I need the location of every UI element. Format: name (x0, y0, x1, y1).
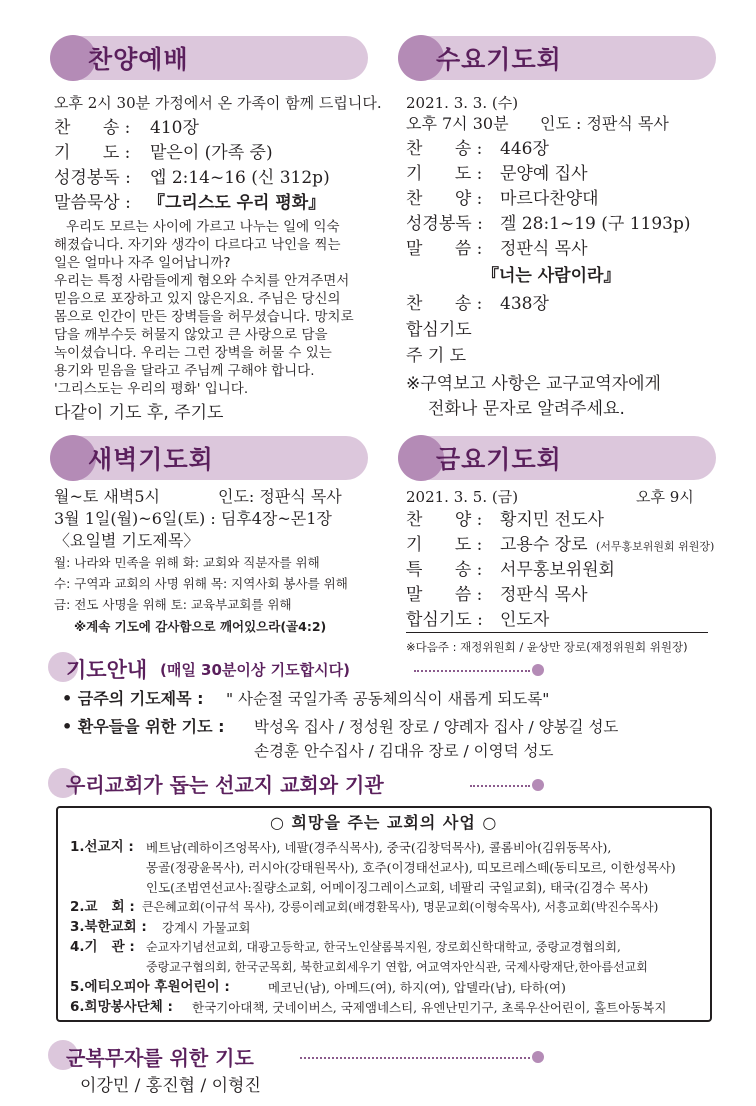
friday-row-label: 찬 양 : (406, 510, 483, 530)
missions-row-line: 인도(조범연선교사:질량소교회, 어메이징그레이스교회, 네팔리 국일교회), 태국(김경수 목사) (146, 880, 649, 895)
wednesday-row-label: 말 씀 : (406, 239, 483, 259)
wednesday-note: 전화나 문자로 알려주세요. (428, 399, 625, 419)
wednesday-row-label: 찬 송 : (406, 139, 483, 159)
leader-dot (532, 779, 544, 791)
missions-row-label: 6.희망봉사단체 : (70, 999, 173, 1015)
wednesday-row-label: 기 도 : (406, 164, 483, 184)
worship-sermon-label: 말씀묵상 : (54, 193, 131, 213)
worship-body-4: 우리는 특정 사람들에게 혐오와 수치를 안겨주면서 (54, 273, 350, 289)
friday-row-label: 말 씀 : (406, 585, 483, 605)
missions-row-line: 몽골(정광윤목사), 러시아(강태원목사), 호주(이경태선교사), 띠모르레스떼(동티모르, 이한성목사) (146, 860, 676, 875)
military-title: 군복무자를 위한 기도 (66, 1046, 254, 1070)
missions-row-label: 1.선교지 : (70, 839, 134, 855)
wednesday-lords-prayer: 주 기 도 (406, 346, 467, 366)
prayer-item-label: • 금주의 기도제목 : (62, 689, 204, 708)
friday-row-label: 기 도 : (406, 535, 483, 555)
military-names: 이강민 / 홍진협 / 이형진 (80, 1076, 261, 1096)
wednesday-row-value: 겔 28:1~19 (구 1193p) (500, 214, 691, 234)
missions-row (70, 898, 135, 917)
wednesday-note: ※구역보고 사항은 교구교역자에게 (406, 374, 661, 394)
friday-row-label: 특 송 : (406, 560, 483, 580)
worship-closing: 다같이 기도 후, 주기도 (54, 403, 224, 423)
missions-row-line: 베트남(레하이즈엉목사), 네팔(경주식목사), 중국(김창덕목사), 콜롬비아(김위동목사), (146, 840, 612, 855)
wednesday-row-label: 찬 양 : (406, 189, 483, 209)
dotted-leader (470, 785, 530, 787)
missions-row-line: 순교자기념선교회, 대광고등학교, 한국노인샬롬복지원, 장로회신학대학교, 중랑교경협의회, (146, 940, 621, 954)
dawn-topic: 금: 전도 사명을 위해 토: 교육부교회를 위해 (54, 597, 292, 612)
missions-row-line: 큰은혜교회(이규석 목사), 강릉이레교회(배경환목사), 명문교회(이형숙목사), 서흥교회(박진수목사) (142, 900, 659, 914)
dawn-dates: 3월 1일(월)~6일(토) : 딤후4장~몬1장 (54, 509, 332, 528)
missions-row-line: 메코닌(남), 아메드(여), 하지(여), 압델라(남), 타하(여) (268, 980, 566, 995)
worship-body-9: 용기와 믿음을 달라고 주님께 구해야 합니다. (54, 363, 315, 379)
dotted-leader (414, 670, 530, 672)
dawn-topic: 수: 구역과 교회의 사명 위해 목: 지역사회 봉사를 위해 (54, 576, 348, 591)
leader-dot (532, 664, 544, 676)
friday-row-value: 고용수 장로 (500, 535, 588, 555)
missions-row (70, 918, 147, 937)
friday-title: 금요기도회 (436, 445, 562, 474)
worship-body-1: 우리도 모르는 사이에 가르고 나누는 일에 익숙 (66, 219, 340, 235)
friday-date: 2021. 3. 5. (금) (406, 488, 519, 506)
dawn-topics-header: 〈요일별 기도제목〉 (54, 531, 200, 550)
missions-row-line: 중랑교구협의회, 한국군목회, 북한교회세우기 연합, 여교역자안식관, 국제사랑재단,한아름선교회 (146, 960, 648, 974)
missions-row (70, 938, 135, 957)
friday-row-note: (서무홍보위원회 위원장) (596, 540, 715, 553)
dawn-title: 새벽기도회 (88, 445, 214, 474)
friday-time: 오후 9시 (636, 488, 694, 506)
missions-row-label: 2.교 회 : (70, 899, 135, 915)
prayer-guide-title: 기도안내 (66, 658, 148, 682)
leader-dot (532, 1051, 544, 1063)
wednesday-title: 수요기도회 (436, 45, 562, 74)
missions-row-label: 5.에티오피아 후원어린이 : (70, 979, 230, 995)
friday-row-value: 황지민 전도사 (500, 510, 604, 530)
prayer-item-text: " 사순절 국일가족 공동체의식이 새롭게 되도록" (226, 690, 550, 708)
wednesday-row-label: 성경봉독 : (406, 214, 483, 234)
wednesday-joint-prayer: 합심기도 (406, 320, 472, 340)
wednesday-row-value: 정판식 목사 (500, 239, 588, 259)
missions-row-line: 한국기아대책, 굿네이버스, 국제앰네스티, 유엔난민기구, 초록우산어린이, 홀트아동복지 (192, 1000, 667, 1015)
wednesday-row-value: 마르다찬양대 (500, 189, 599, 209)
missions-row (70, 838, 134, 857)
wednesday-hymn2: 438장 (500, 294, 549, 314)
worship-title: 찬양예배 (88, 45, 189, 74)
friday-row-value: 정판식 목사 (500, 585, 588, 605)
worship-body-10: '그리스도는 우리의 평화' 입니다. (54, 381, 249, 397)
wednesday-row-value: 문양예 집사 (500, 164, 588, 184)
prayer-item-text: 박성옥 집사 / 정성원 장로 / 양례자 집사 / 양봉길 성도 (254, 718, 619, 736)
worship-hymn-label: 찬 송 : (54, 118, 131, 138)
worship-body-2: 해졌습니다. 자기와 생각이 다르다고 낙인을 찍는 (54, 237, 341, 253)
worship-body-7: 담을 깨부수듯 허물지 않았고 큰 사랑으로 담을 (54, 327, 328, 343)
dotted-leader (300, 1057, 530, 1059)
missions-box-title: ○ 희망을 주는 교회의 사업 ○ (270, 813, 498, 832)
friday-row-value: 서무홍보위원회 (500, 560, 615, 580)
wednesday-date: 2021. 3. 3. (수) (406, 94, 519, 112)
prayer-item-text: 손경훈 안수집사 / 김대유 장로 / 이영덕 성도 (254, 742, 554, 760)
worship-prayer: 맡은이 (가족 중) (150, 143, 273, 163)
friday-next-week: ※다음주 : 재정위원회 / 윤상만 장로(재정위원회 위원장) (406, 640, 688, 654)
wednesday-leader: 인도 : 정판식 목사 (540, 114, 669, 133)
worship-scripture-label: 성경봉독 : (54, 168, 131, 188)
missions-row-label: 4.기 관 : (70, 939, 135, 955)
prayer-item-label: • 환우들을 위한 기도 : (62, 717, 225, 736)
wednesday-sermon-title: 『너는 사람이라』 (482, 266, 621, 286)
divider (406, 632, 708, 633)
worship-hymn: 410장 (150, 118, 199, 138)
dawn-topic: 월: 나라와 민족을 위해 화: 교회와 직분자를 위해 (54, 555, 320, 570)
wednesday-row-value: 446장 (500, 139, 549, 159)
missions-row-line: 강계시 가물교회 (162, 920, 251, 935)
missions-row (70, 998, 173, 1017)
friday-row-label: 합심기도 : (406, 610, 483, 630)
dawn-schedule: 월~토 새벽5시 (54, 487, 160, 506)
worship-body-5: 믿음으로 포장하고 있지 않은지요. 주님은 당신의 (54, 291, 341, 307)
worship-prayer-label: 기 도 : (54, 143, 131, 163)
missions-row (70, 978, 230, 997)
worship-sermon-title: 『그리스도 우리 평화』 (148, 193, 326, 213)
worship-time: 오후 2시 30분 가정에서 온 가족이 함께 드립니다. (54, 94, 382, 112)
missions-title: 우리교회가 돕는 선교지 교회와 기관 (66, 773, 384, 797)
worship-body-6: 몸으로 인간이 만든 장벽들을 허무셨습니다. 망치로 (54, 309, 354, 325)
wednesday-hymn2-label: 찬 송 : (406, 294, 483, 314)
dawn-verse: ※계속 기도에 감사함으로 깨어있으라(골4:2) (74, 619, 327, 634)
worship-body-3: 일은 얼마나 자주 일어납니까? (54, 255, 231, 271)
friday-row-value: 인도자 (500, 610, 550, 630)
missions-row-label: 3.북한교회 : (70, 919, 147, 935)
worship-body-8: 녹이셨습니다. 우리는 그런 장벽을 허물 수 있는 (54, 345, 332, 361)
prayer-guide-subtitle: (매일 30분이상 기도합시다) (160, 661, 350, 679)
wednesday-time: 오후 7시 30분 (406, 114, 509, 133)
worship-scripture: 엡 2:14~16 (신 312p) (150, 168, 330, 188)
dawn-leader: 인도: 정판식 목사 (218, 487, 342, 506)
